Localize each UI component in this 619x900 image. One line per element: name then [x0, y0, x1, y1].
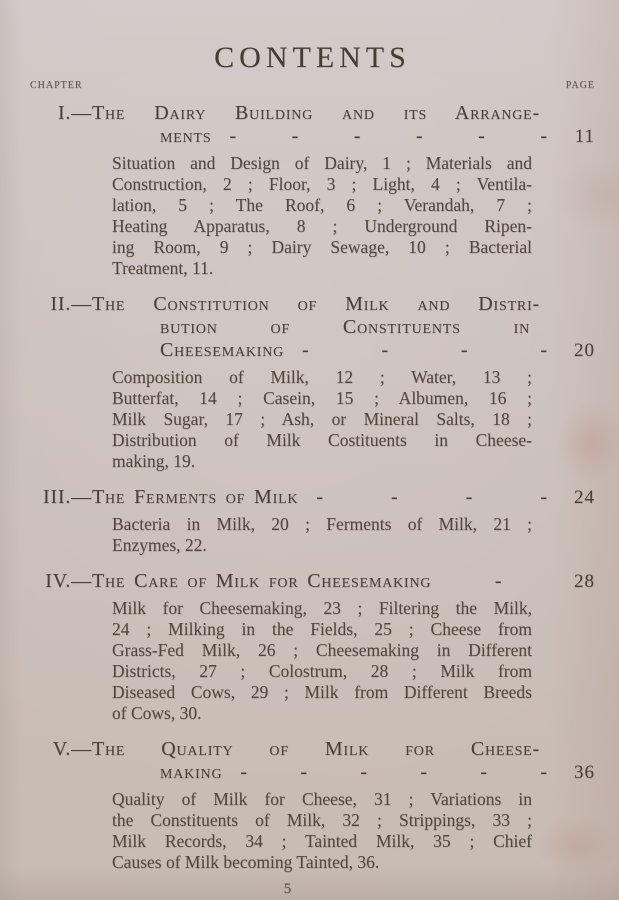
- summary-line: Districts, 27 ; Colostrum, 28 ; Milk from: [112, 661, 532, 681]
- chapter-title: The Ferments of Milk: [92, 486, 299, 508]
- chapter-page-number: 24: [574, 487, 595, 508]
- chapter-title: The Constitution of Milk and Distri-: [92, 293, 540, 315]
- page-title: CONTENTS: [214, 41, 411, 74]
- chapter-summary: [112, 598, 532, 724]
- summary-line: Construction, 2 ; Floor, 3 ; Light, 4 ; Ventila-: [112, 174, 532, 194]
- toc-chapter-4: [30, 570, 595, 724]
- chapter-page-number: 20: [574, 340, 595, 361]
- summary-line: Milk Sugar, 17 ; Ash, or Mineral Salts, 18 ;: [112, 409, 532, 429]
- summary-line: making, 19.: [112, 451, 196, 471]
- chapter-numeral: V.—: [52, 738, 92, 760]
- chapter-title-continuation: ments: [160, 125, 212, 147]
- summary-line: Milk Records, 34 ; Tainted Milk, 35 ; Chief: [112, 831, 532, 851]
- chapter-title-continuation: making: [160, 761, 223, 783]
- chapter-title: The Dairy Building and its Arrange-: [92, 102, 540, 124]
- footer-page-number: 5: [283, 881, 292, 897]
- chapter-heading-line: [30, 486, 595, 509]
- chapter-heading-line: [160, 761, 595, 784]
- chapter-title-continuation: bution of Constituents in: [160, 316, 530, 338]
- toc-chapter-1: [30, 102, 595, 279]
- summary-line: Causes of Milk becoming Tainted, 36.: [112, 852, 380, 872]
- summary-line: Diseased Cows, 29 ; Milk from Different Breeds: [112, 682, 532, 702]
- chapter-heading-line: [30, 293, 595, 316]
- summary-line: Treatment, 11.: [112, 258, 214, 278]
- summary-line: Situation and Design of Dairy, 1 ; Materials and: [112, 153, 532, 173]
- summary-line: Enzymes, 22.: [112, 535, 207, 555]
- chapter-numeral: III.—: [43, 486, 92, 508]
- chapter-summary: [112, 367, 532, 472]
- chapter-page-number: 28: [574, 571, 595, 592]
- toc-chapter-3: [30, 486, 595, 556]
- column-header-chapter: CHAPTER: [30, 80, 83, 91]
- leader-dashes: -: [494, 570, 502, 592]
- summary-line: of Cows, 30.: [112, 703, 202, 723]
- summary-line: ing Room, 9 ; Dairy Sewage, 10 ; Bacterial: [112, 237, 532, 257]
- chapter-title-continuation: Cheesemaking: [160, 339, 285, 361]
- chapter-heading-line: [30, 102, 595, 125]
- chapter-heading-line: [160, 339, 595, 362]
- summary-line: Composition of Milk, 12 ; Water, 13 ;: [112, 367, 532, 387]
- summary-line: Distribution of Milk Costituents in Cheese-: [112, 430, 532, 450]
- summary-line: Milk for Cheesemaking, 23 ; Filtering the Milk,: [112, 598, 532, 618]
- toc-chapter-2: [30, 293, 595, 472]
- chapter-numeral: I.—: [57, 102, 92, 124]
- summary-line: Heating Apparatus, 8 ; Underground Ripen-: [112, 216, 532, 236]
- chapter-title: The Care of Milk for Cheesemaking: [92, 570, 432, 592]
- leader-dashes: - - - -: [302, 339, 547, 361]
- column-header-page: PAGE: [565, 80, 595, 91]
- chapter-page-number: 36: [574, 762, 595, 783]
- summary-line: lation, 5 ; The Roof, 6 ; Verandah, 7 ;: [112, 195, 532, 215]
- toc-chapter-5: [30, 738, 595, 873]
- chapter-summary: [112, 514, 532, 556]
- chapter-heading-line: [160, 125, 595, 148]
- chapter-numeral: IV.—: [45, 570, 92, 592]
- summary-line: Butterfat, 14 ; Casein, 15 ; Albumen, 16 ;: [112, 388, 532, 408]
- chapter-page-number: 11: [574, 126, 595, 147]
- leader-dashes: - - - - - -: [240, 761, 547, 783]
- leader-dashes: - - - -: [316, 486, 547, 508]
- chapter-heading-line: [30, 570, 595, 593]
- summary-line: the Constituents of Milk, 32 ; Strippings, 33 ;: [112, 810, 532, 830]
- chapter-numeral: II.—: [50, 293, 92, 315]
- summary-line: Grass-Fed Milk, 26 ; Cheesemaking in Different: [112, 640, 532, 660]
- chapter-summary: [112, 153, 532, 279]
- column-headers: [30, 80, 595, 92]
- chapter-heading-line: [30, 738, 595, 761]
- summary-line: Bacteria in Milk, 20 ; Ferments of Milk, 21 ;: [112, 514, 532, 534]
- chapter-title: The Quality of Milk for Cheese-: [92, 738, 540, 760]
- summary-line: Quality of Milk for Cheese, 31 ; Variations in: [112, 789, 532, 809]
- chapter-summary: [112, 789, 532, 873]
- leader-dashes: - - - - - -: [229, 125, 547, 147]
- summary-line: 24 ; Milking in the Fields, 25 ; Cheese from: [112, 619, 532, 639]
